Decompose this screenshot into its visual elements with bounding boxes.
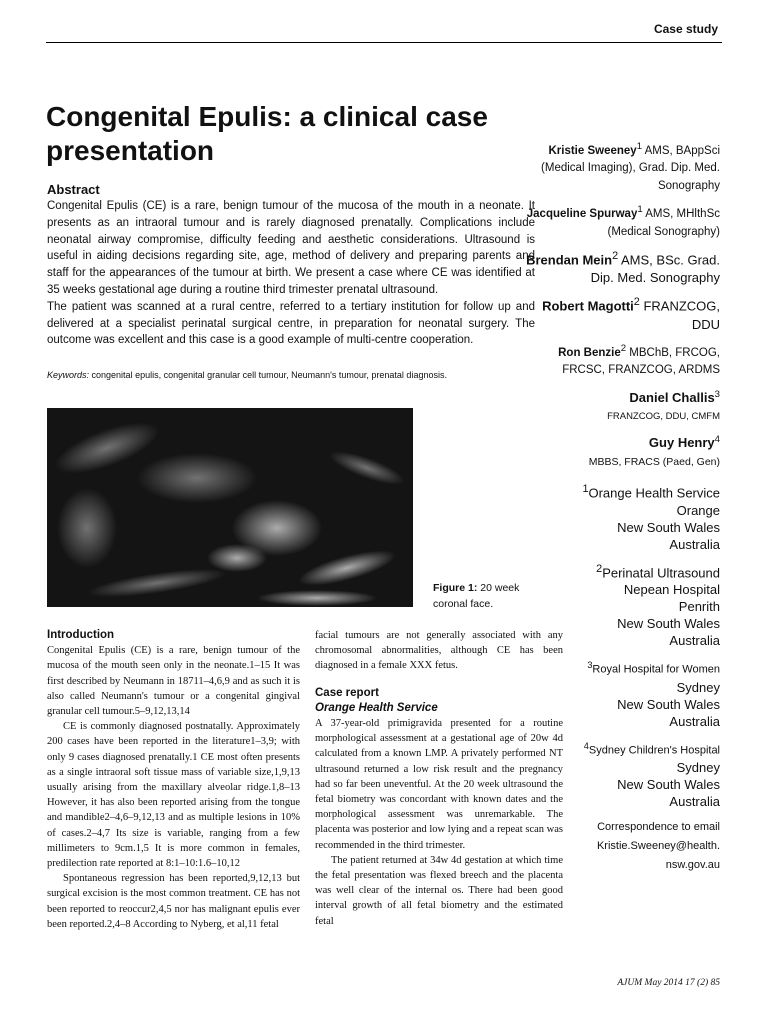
affiliation-line: Sydney [676, 679, 720, 695]
affiliation-entry [520, 481, 720, 552]
article-title: Congenital Epulis: a clinical case presentation [46, 101, 488, 166]
author-entry [520, 431, 720, 471]
affiliation-line: Sydney [676, 760, 720, 776]
author-affiliation-number: 2 [612, 250, 619, 263]
affiliation-line: New South Wales [617, 519, 720, 535]
affiliation-line: Sydney Children's Hospital [588, 744, 720, 757]
author-entry [520, 138, 720, 195]
author-name: Jacqueline Spurway [526, 208, 638, 221]
author-credentials: FRANZCOG, DDU [643, 298, 720, 332]
figure-label: Figure 1: [433, 582, 478, 594]
author-affiliation-number: 2 [620, 342, 627, 354]
affiliation-line: Australia [669, 632, 720, 648]
correspondence-email[interactable]: nsw.gov.au [665, 859, 720, 872]
author-list [520, 138, 720, 875]
author-affiliation-number: 1 [637, 204, 643, 216]
affiliation-number: 1 [582, 483, 589, 496]
author-name: Kristie Sweeney [548, 144, 637, 157]
author-entry [520, 293, 720, 333]
correspondence-email[interactable]: Kristie.Sweeney@health. [596, 840, 720, 853]
abstract-paragraph: The patient was scanned at a rural centre, referred to a tertiary institution for follow up and delivered at a specialist perinatal surgical centre, in preparation for neonatal surgery. The outcome was excellent and this case is a good example of multi-centre cooperation. [47, 300, 535, 347]
author-name: Robert Magotti [542, 298, 634, 314]
author-credentials: AMS, BAppSci (Medical Imaging), Grad. Dip. Med. Sonography [541, 144, 720, 192]
figure-caption [433, 580, 533, 612]
affiliation-line: Australia [669, 794, 720, 810]
author-affiliation-number: 4 [714, 434, 720, 446]
author-name: Brendan Mein [526, 252, 613, 268]
header-divider [46, 42, 722, 43]
affiliation-line: Nepean Hospital [623, 581, 720, 597]
author-affiliation-number: 2 [633, 296, 640, 309]
author-credentials: MBBS, FRACS (Paed, Gen) [588, 455, 720, 468]
author-name: Ron Benzie [558, 346, 621, 359]
author-affiliation-number: 1 [636, 141, 643, 152]
author-entry [520, 247, 720, 287]
page-footer: AJUM May 2014 17 (2) 85 [617, 978, 720, 988]
affiliation-line: Australia [669, 536, 720, 552]
affiliation-line: Penrith [678, 598, 720, 614]
author-entry [520, 386, 720, 426]
keywords-label: Keywords: [47, 370, 90, 380]
introduction-paragraph: Spontaneous regression has been reported,9,12,13 but surgical excision is the most common treatment. CE has not been reported to reoccur2,4,5 nor has malignant epulis ever been reported.2,4–8 According to Nyberg, et al,11 fetal [47, 873, 300, 930]
case-report-heading: Case report [315, 686, 379, 699]
introduction-paragraph: CE is commonly diagnosed postnatally. Approximately 200 cases have been reported in the literature1–3,9; with only 9 cases diagnosed prenatally.1 CE most often presents as a single intraoral soft tissue mass of variable size,1,9,13 usually arising from the maxillary alveolar ridge.1,8–13 However, it has also been reported arising from the tongue and mandible2–4,6–9,12,13 and as multiple lesions in 10% of cases.2–4,7 Its size is variable, ranging from a few millimeters to 9cm.1,5 It is more common in females, predilection rate reported at 8:1–10:1.6–10,12 [47, 721, 300, 870]
affiliation-line: New South Wales [617, 615, 720, 631]
affiliation-number: 4 [583, 740, 589, 751]
introduction-paragraph: Congenital Epulis (CE) is a rare, benign tumour of the mucosa of the mouth seen only in the neonate.1–15 It was first described by Neumann in 18711–4,6,9 and as such it is also called Neumann's tumour or a congenital gingival granular cell tumour.5–9,12,13,14 [47, 645, 300, 718]
author-credentials: MBChB, FRCOG, FRCSC, FRANZCOG, ARDMS [562, 346, 720, 377]
author-credentials: AMS, MHlthSc (Medical Sonography) [607, 208, 720, 238]
body-paragraph: The patient returned at 34w 4d gestation at which time the fetal presentation was flexed breech and the placenta was well clear of the internal os. There had been good interval growth of all fetal biometry and the estimated fetal [315, 854, 563, 927]
affiliation-line: New South Wales [617, 777, 720, 793]
affiliation-entry [520, 657, 720, 730]
correspondence [520, 818, 720, 875]
keywords-text: congenital epulis, congenital granular cell tumour, Neumann's tumour, prenatal diagnosis. [89, 370, 447, 380]
author-credentials: FRANZCOG, DDU, CMFM [607, 410, 720, 422]
author-entry [520, 201, 720, 241]
author-name: Guy Henry [648, 435, 715, 451]
affiliation-line: Orange Health Service [588, 485, 720, 501]
affiliation-entry [520, 561, 720, 649]
affiliation-entry [520, 738, 720, 811]
affiliation-line: Royal Hospital for Women [592, 663, 720, 676]
author-affiliation-number: 3 [714, 388, 720, 400]
section-label: Case study [653, 22, 718, 36]
author-credentials: AMS, BSc. Grad. Dip. Med. Sonography [590, 252, 720, 286]
affiliation-line: New South Wales [617, 696, 720, 712]
keywords [47, 370, 547, 380]
body-paragraph: facial tumours are not generally associated with any chromosomal abnormalities, although CE has been diagnosed in a female XXX fetus. [315, 630, 563, 672]
affiliation-line: Orange [676, 502, 720, 518]
author-name: Daniel Challis [629, 389, 715, 405]
abstract-heading: Abstract [47, 182, 100, 197]
abstract-paragraph: Congenital Epulis (CE) is a rare, benign tumour of the mucosa of the mouth in a neonate. It presents as an intraoral tumour and is rarely diagnosed prenatally. Complications include neonatal airway compromise, difficulty feeding and aesthetic considerations. Ultrasound is useful in aiding decisions regarding site, age, method of delivery and preparing parents and staff for the appearances of the tumour at birth. We present a case where CE was identified at 35 weeks gestational age during a routine third trimester prenatal ultrasound. [47, 200, 535, 296]
affiliation-line: Australia [669, 713, 720, 729]
author-entry [520, 340, 720, 380]
affiliation-number: 3 [587, 659, 593, 670]
introduction-heading: Introduction [47, 629, 115, 641]
figure-caption-text: 20 week coronal face. [433, 582, 520, 610]
ultrasound-figure-image [47, 408, 413, 607]
case-report-subheading: Orange Health Service [315, 701, 438, 714]
affiliation-line: Perinatal Ultrasound [602, 564, 720, 580]
correspondence-label: Correspondence to email [597, 821, 720, 834]
body-paragraph: A 37-year-old primigravida presented for a routine morphological assessment at a gestational age of 20w 4d calculated from a known LMP. A privately performed NT ultrasound returned a low risk result and the pregnancy had so far been uneventful. At the 20 week ultrasound the fetal biometry was concordant with known dates and the morphological assessment was unremarkable. The placenta was posterior and low lying and a repeat scan was recommended in the third trimester. [315, 718, 563, 851]
affiliation-number: 2 [596, 562, 603, 575]
abstract-body [47, 198, 535, 349]
introduction-column [47, 628, 300, 932]
